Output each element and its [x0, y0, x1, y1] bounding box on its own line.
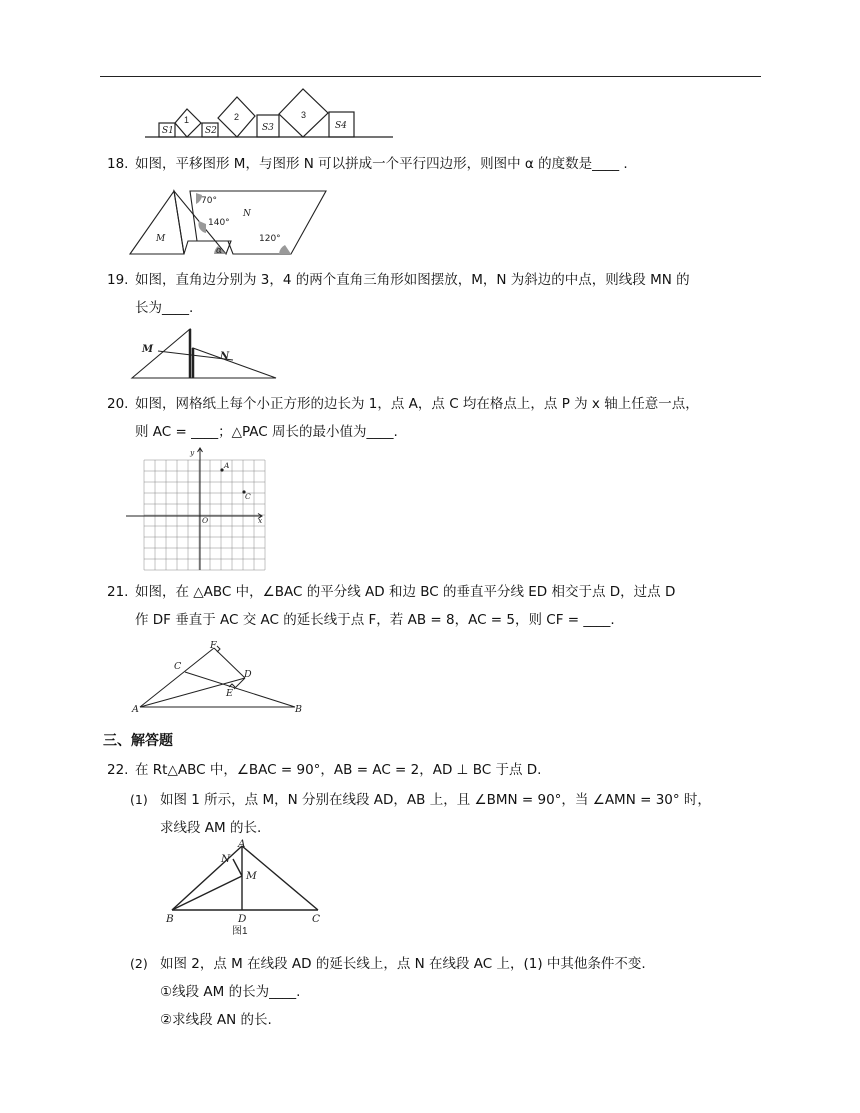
figure-grid-coordinate — [124, 446, 268, 574]
question-text: 如图，平移图形 M，与图形 N 可以拼成一个平行四边形，则图中 α 的度数是____ . — [135, 156, 628, 172]
label-m: M — [246, 870, 257, 882]
label-n: N — [243, 209, 251, 219]
angle-label-120: 120° — [259, 234, 281, 244]
question-text-line1: 如图，网格纸上每个小正方形的边长为 1，点 A，点 C 均在格点上，点 P 为 x 轴上任意一点， — [135, 396, 699, 412]
label-e: E — [226, 688, 233, 699]
label-s3: S3 — [262, 123, 274, 133]
question-number: 18. — [107, 156, 129, 172]
grid-lines — [144, 460, 265, 570]
label-d: D — [244, 669, 252, 680]
question-text-line2: 长为____. — [135, 300, 194, 316]
label-a: A — [132, 704, 139, 715]
label-2: 2 — [234, 112, 240, 122]
section-title: 三、解答题 — [103, 733, 173, 749]
label-b: B — [295, 704, 302, 715]
label-f: F — [210, 640, 217, 651]
label-c: C — [245, 492, 251, 501]
part-2-item-2: ②求线段 AN 的长. — [160, 1012, 272, 1028]
question-21 — [107, 578, 675, 634]
header-rule — [100, 76, 761, 77]
question-text-line2: 则 AC = ____；△PAC 周长的最小值为____. — [135, 424, 398, 440]
label-s2: S2 — [205, 126, 217, 136]
figure-caption: 图1 — [232, 926, 248, 937]
question-20 — [107, 390, 699, 446]
question-19 — [107, 266, 690, 322]
angle-mark-120 — [279, 245, 291, 254]
question-18 — [107, 150, 628, 178]
question-22-part-1 — [130, 786, 711, 842]
label-s4: S4 — [335, 121, 347, 131]
question-number: 20. — [107, 396, 129, 412]
part-2-item-1: ①线段 AM 的长为____. — [160, 984, 301, 1000]
label-alpha: α — [216, 246, 223, 256]
label-n: N — [220, 351, 230, 362]
label-y: y — [190, 448, 195, 457]
part-text: 如图 2，点 M 在线段 AD 的延长线上，点 N 在线段 AC 上，(1) 中其他条件不变. — [160, 956, 646, 972]
angle-label-140: 140° — [208, 218, 230, 228]
label-1: 1 — [184, 115, 190, 125]
question-text-line1: 如图，在 △ABC 中，∠BAC 的平分线 AD 和边 BC 的垂直平分线 ED 相交于点 D，过点 D — [135, 584, 676, 600]
label-s1: S1 — [162, 126, 174, 136]
figure-squares-on-line — [145, 84, 395, 140]
angle-mark-140 — [198, 221, 206, 233]
label-m: M — [156, 234, 166, 244]
angle-label-70: 70° — [201, 196, 217, 206]
question-number: 19. — [107, 272, 129, 288]
label-b: B — [166, 913, 174, 925]
figure-parallelogram — [126, 186, 336, 258]
question-number: 21. — [107, 584, 129, 600]
question-number: 22. — [107, 762, 129, 778]
label-o: O — [202, 516, 209, 525]
label-a: A — [238, 838, 246, 850]
part-text-line1: 如图 1 所示，点 M，N 分别在线段 AD，AB 上，且 ∠BMN = 90°，当 ∠AMN = 30° 时， — [160, 792, 711, 808]
figure-two-right-triangles — [130, 326, 280, 380]
question-text: 在 Rt△ABC 中，∠BAC = 90°，AB = AC = 2，AD ⊥ BC 于点 D. — [135, 762, 542, 778]
question-22 — [107, 756, 541, 784]
part-number: (1) — [130, 792, 148, 807]
part-number: (2) — [130, 956, 148, 971]
figure-angle-bisector-triangle — [130, 640, 310, 716]
label-m: M — [142, 344, 154, 355]
label-a: A — [224, 461, 230, 470]
label-c: C — [312, 913, 321, 925]
label-c: C — [174, 661, 182, 672]
part-text-line2: 求线段 AM 的长. — [160, 820, 262, 836]
figure-1-right-isosceles — [160, 840, 332, 940]
label-x: x — [258, 516, 263, 525]
question-text-line1: 如图，直角边分别为 3，4 的两个直角三角形如图摆放，M，N 为斜边的中点，则线段 MN 的 — [135, 272, 690, 288]
label-3: 3 — [301, 110, 307, 120]
label-n: N — [221, 853, 231, 865]
question-22-part-2 — [130, 950, 646, 1034]
label-d: D — [238, 913, 247, 925]
question-text-line2: 作 DF 垂直于 AC 交 AC 的延长线于点 F，若 AB = 8，AC = 5，则 CF = ____. — [135, 612, 615, 628]
